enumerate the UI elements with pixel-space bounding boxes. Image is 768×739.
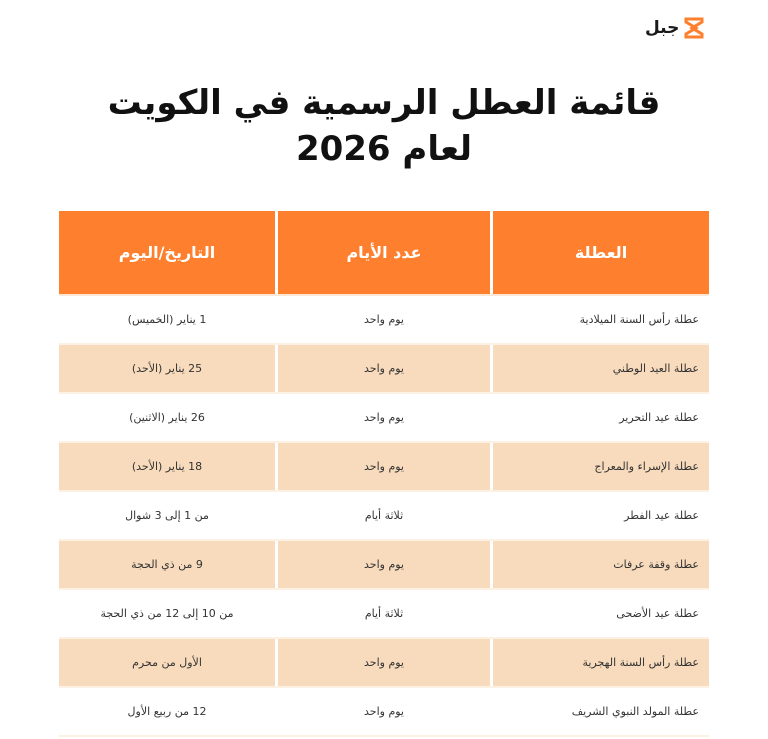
holiday-date: الأول من محرم — [59, 639, 275, 686]
holiday-days: يوم واحد — [275, 394, 493, 441]
table-row — [59, 590, 709, 639]
table-row — [59, 541, 709, 590]
holiday-date: 1 يناير (الخميس) — [127, 313, 207, 326]
table-header-row — [59, 211, 709, 296]
header-date: التاريخ/اليوم — [59, 211, 275, 294]
holiday-days: يوم واحد — [275, 443, 493, 490]
holidays-table — [59, 211, 709, 737]
table-row — [59, 345, 709, 394]
holiday-date: 26 يناير (الاثنين) — [129, 411, 205, 424]
holiday-name: عطلة العيد الوطني — [493, 345, 709, 392]
holiday-name: عطلة رأس السنة الهجرية — [493, 639, 709, 686]
holiday-days: يوم واحد — [275, 296, 493, 343]
holiday-name: عطلة عيد التحرير — [619, 411, 699, 424]
table-row — [59, 639, 709, 688]
header-holiday: العطلة — [493, 211, 709, 294]
holiday-name: عطلة عيد الأضحى — [616, 607, 699, 620]
table-row — [59, 394, 709, 443]
title-line-1: قائمة العطل الرسمية في الكويت — [107, 83, 661, 123]
holiday-days: يوم واحد — [275, 688, 493, 735]
holiday-days: يوم واحد — [275, 345, 493, 392]
holiday-days: يوم واحد — [275, 541, 493, 588]
holiday-date: 18 يناير (الأحد) — [59, 443, 275, 490]
holiday-date: من 10 إلى 12 من ذي الحجة — [100, 607, 234, 620]
holiday-date: 12 من ربيع الأول — [127, 705, 207, 718]
header-days: عدد الأيام — [275, 211, 493, 294]
holiday-date: من 1 إلى 3 شوال — [125, 509, 209, 522]
brand-logo — [645, 17, 705, 39]
holiday-days: ثلاثة أيام — [275, 590, 493, 637]
holiday-days: ثلاثة أيام — [275, 492, 493, 539]
holiday-name: عطلة المولد النبوي الشريف — [571, 705, 699, 718]
holiday-name: عطلة وقفة عرفات — [493, 541, 709, 588]
holiday-days: يوم واحد — [275, 639, 493, 686]
holiday-name: عطلة الإسراء والمعراج — [493, 443, 709, 490]
logo-text: جبل — [645, 18, 680, 38]
page-title — [0, 80, 768, 172]
title-line-2: لعام 2026 — [295, 129, 473, 169]
table-row — [59, 443, 709, 492]
holiday-date: 25 يناير (الأحد) — [59, 345, 275, 392]
hourglass-logo-icon — [683, 17, 705, 39]
table-row — [59, 296, 709, 345]
table-row — [59, 688, 709, 737]
holiday-name: عطلة رأس السنة الميلادية — [579, 313, 699, 326]
holiday-name: عطلة عيد الفطر — [624, 509, 699, 522]
holiday-date: 9 من ذي الحجة — [59, 541, 275, 588]
table-row — [59, 492, 709, 541]
